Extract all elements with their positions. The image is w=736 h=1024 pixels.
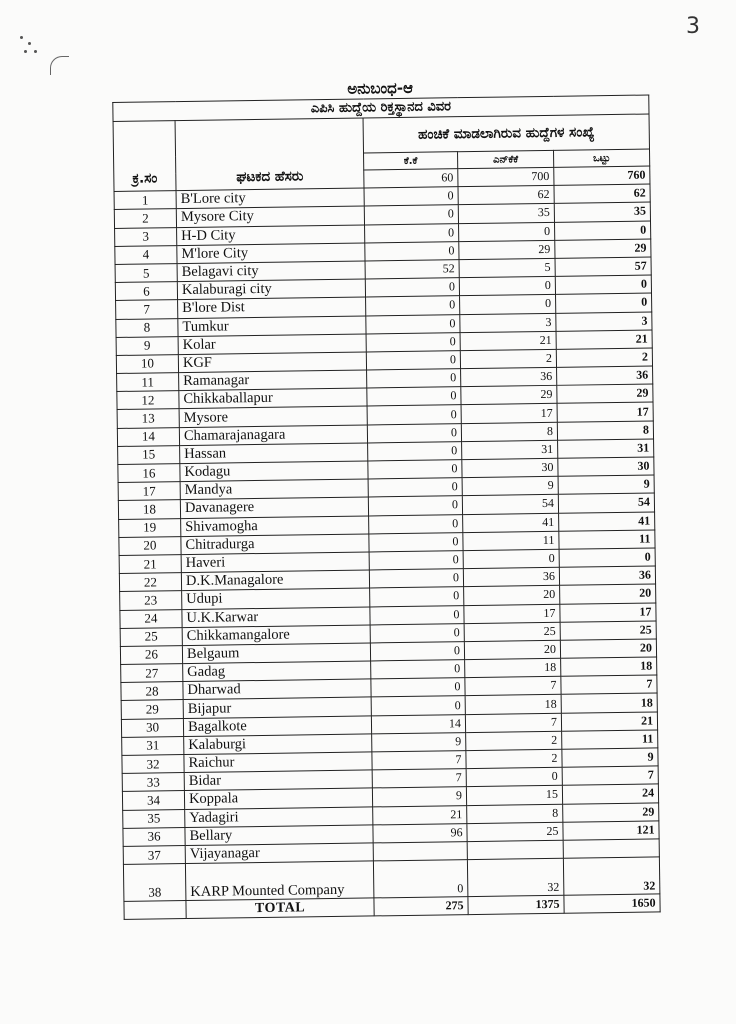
row-nkk	[467, 840, 563, 860]
row-sl-no: 5	[115, 264, 177, 283]
row-total: 30	[558, 457, 654, 477]
row-total: 32	[563, 857, 660, 895]
row-sl-no: 12	[117, 391, 179, 410]
row-nkk: 15	[466, 786, 562, 806]
row-unit-name: Kolar	[178, 334, 366, 355]
row-unit-name: Kodagu	[180, 461, 368, 482]
row-sl-no: 11	[117, 373, 179, 392]
row-nkk: 18	[465, 658, 561, 678]
row-kk: 0	[367, 387, 461, 406]
table-body	[114, 184, 660, 901]
row-unit-name: U.K.Karwar	[182, 606, 370, 627]
row-kk: 0	[371, 696, 465, 715]
row-nkk: 0	[459, 222, 555, 242]
row-kk: 0	[364, 205, 458, 224]
row-unit-name: Davanagere	[180, 497, 368, 518]
row-kk: 0	[368, 496, 462, 515]
row-unit-name: B'Lore city	[176, 188, 364, 209]
row-sl-no: 8	[116, 318, 178, 337]
row-total: 17	[557, 402, 653, 422]
row-kk: 0	[365, 223, 459, 242]
row-sl-no: 26	[120, 645, 182, 664]
row-nkk: 5	[459, 258, 555, 278]
row-sl-no: 24	[120, 609, 182, 628]
table-subtitle: ಎಪಿಸಿ ಹುದ್ದೆಯ ರಿಕ್ತಸ್ಥಾನದ ವಿವರ	[113, 95, 649, 121]
row-nkk: 36	[461, 367, 557, 387]
row-nkk: 2	[466, 731, 562, 751]
row-kk: 0	[370, 623, 464, 642]
row-total: 0	[556, 293, 652, 313]
row-kk: 0	[367, 369, 461, 388]
row-unit-name: Mysore	[179, 406, 367, 427]
row-unit-name: Tumkur	[178, 315, 366, 336]
row-sl-no: 13	[117, 409, 179, 428]
row-nkk: 21	[460, 331, 556, 351]
row-total: 29	[563, 803, 659, 823]
row-unit-name: Bidar	[184, 770, 372, 791]
row-total: 9	[562, 748, 658, 768]
row-total: 21	[561, 712, 657, 732]
row-unit-name: Yadagiri	[185, 806, 373, 827]
row-sl-no: 4	[115, 245, 177, 264]
row-sl-no: 33	[122, 773, 184, 792]
row-kk: 0	[367, 423, 461, 442]
row-nkk: 0	[460, 295, 556, 315]
row-kk: 0	[366, 351, 460, 370]
annexure-heading: ಅನುಬಂಧ-ಆ	[347, 78, 414, 98]
row-unit-name: Udupi	[182, 588, 370, 609]
row-kk: 0	[373, 860, 468, 898]
row-kk: 7	[372, 751, 466, 770]
row-kk: 21	[373, 805, 467, 824]
row-nkk: 7	[465, 713, 561, 733]
row-total: 36	[557, 366, 653, 386]
row-sl-no: 1	[114, 191, 176, 210]
row-unit-name: Chamarajanagara	[179, 425, 367, 446]
row-total: 7	[561, 675, 657, 695]
header-sl-no: ಕ್ರ.ಸಂ	[113, 121, 176, 192]
row-kk: 0	[367, 405, 461, 424]
row-sl-no: 28	[121, 682, 183, 701]
row-kk: 0	[365, 278, 459, 297]
row-sl-no: 37	[123, 845, 185, 864]
row-total: 17	[560, 602, 656, 622]
row-kk: 0	[370, 587, 464, 606]
row-sl-no: 2	[114, 209, 176, 228]
row-unit-name: Mandya	[180, 479, 368, 500]
row-unit-name: Raichur	[184, 752, 372, 773]
row-sl-no: 31	[122, 736, 184, 755]
row-nkk: 0	[466, 767, 562, 787]
row-sl-no: 6	[115, 282, 177, 301]
row-kk: 52	[365, 260, 459, 279]
vacancy-table	[112, 94, 660, 920]
row-sl-no: 32	[122, 755, 184, 774]
row-kk: 0	[370, 642, 464, 661]
row-total: 0	[554, 221, 650, 241]
row-unit-name: Mysore City	[176, 206, 364, 227]
header-kk: ಕೆ.ಕೆ	[364, 152, 458, 170]
row-unit-name: Ramanagar	[179, 370, 367, 391]
row-sl-no: 35	[123, 809, 185, 828]
row-nkk: 35	[458, 204, 554, 224]
grand-total-nkk: 1375	[468, 895, 564, 914]
grand-total-label: TOTAL	[186, 898, 374, 919]
row-unit-name: B'lore Dist	[178, 297, 366, 318]
row-nkk: 29	[459, 240, 555, 260]
row-kk: 0	[371, 678, 465, 697]
row-sl-no: 19	[119, 518, 181, 537]
row-unit-name: D.K.Managalore	[181, 570, 369, 591]
row-nkk: 41	[463, 513, 559, 533]
row-nkk: 0	[463, 549, 559, 569]
row-total: 9	[558, 475, 654, 495]
row-nkk: 3	[460, 313, 556, 333]
row-total: 24	[562, 784, 658, 804]
row-nkk: 17	[461, 404, 557, 424]
row-kk: 0	[364, 187, 458, 206]
row-nkk: 30	[462, 458, 558, 478]
row-nkk: 31	[462, 440, 558, 460]
row-total: 41	[559, 512, 655, 532]
row-nkk: 7	[465, 677, 561, 697]
row-kk: 9	[372, 787, 466, 806]
row-sl-no: 27	[121, 664, 183, 683]
row-unit-name: Shivamogha	[181, 516, 369, 537]
summary-total: 760	[554, 166, 650, 186]
row-kk: 9	[372, 732, 466, 751]
row-kk: 0	[368, 460, 462, 479]
row-kk: 0	[368, 478, 462, 497]
row-sl-no: 30	[121, 718, 183, 737]
row-total: 20	[560, 584, 656, 604]
row-kk: 14	[371, 714, 465, 733]
row-unit-name: H-D City	[177, 225, 365, 246]
row-total: 0	[555, 275, 651, 295]
row-unit-name: Gadag	[183, 661, 371, 682]
row-unit-name: Hassan	[180, 443, 368, 464]
header-allotted-posts: ಹಂಚಿಕೆ ಮಾಡಲಾಗಿರುವ ಹುದ್ದೆಗಳ ಸಂಖ್ಯೆ	[363, 114, 650, 153]
row-total: 62	[554, 184, 650, 204]
row-kk: 0	[366, 314, 460, 333]
row-unit-name: Bijapur	[183, 697, 371, 718]
row-total: 54	[558, 493, 654, 513]
row-nkk: 54	[462, 495, 558, 515]
row-kk: 0	[366, 332, 460, 351]
summary-kk: 60	[364, 169, 458, 188]
row-sl-no: 29	[121, 700, 183, 719]
row-unit-name: Vijayanagar	[185, 843, 373, 864]
row-nkk: 32	[467, 858, 564, 896]
row-sl-no: 14	[117, 427, 179, 446]
row-nkk: 8	[467, 804, 563, 824]
row-nkk: 29	[461, 386, 557, 406]
row-unit-name: M'lore City	[177, 243, 365, 264]
header-unit-name: ಘಟಕದ ಹೆಸರು	[175, 118, 364, 191]
row-total: 20	[560, 639, 656, 659]
row-sl-no: 18	[118, 500, 180, 519]
row-sl-no: 34	[122, 791, 184, 810]
header-nkk: ಎನ್‌ಕೆಕೆ	[458, 150, 554, 168]
row-total: 57	[555, 257, 651, 277]
row-kk: 0	[371, 660, 465, 679]
row-total: 121	[563, 821, 659, 841]
row-sl-no: 25	[120, 627, 182, 646]
row-sl-no: 10	[116, 354, 178, 373]
row-nkk: 11	[463, 531, 559, 551]
row-unit-name: Bagalkote	[183, 716, 371, 737]
row-nkk: 25	[467, 822, 563, 842]
row-unit-name: KARP Mounted Company	[185, 861, 373, 901]
row-sl-no: 36	[123, 827, 185, 846]
row-kk: 0	[365, 241, 459, 260]
row-nkk: 17	[464, 604, 560, 624]
row-nkk: 18	[465, 695, 561, 715]
row-sl-no: 7	[116, 300, 178, 319]
row-nkk: 2	[466, 749, 562, 769]
row-sl-no: 17	[118, 482, 180, 501]
row-kk: 0	[369, 569, 463, 588]
row-total: 11	[562, 730, 658, 750]
row-total: 35	[554, 202, 650, 222]
row-sl-no: 21	[119, 555, 181, 574]
row-kk: 96	[373, 823, 467, 842]
row-kk: 7	[372, 769, 466, 788]
row-total: 29	[557, 384, 653, 404]
row-unit-name: Koppala	[184, 788, 372, 809]
row-unit-name: Kalaburgi	[184, 734, 372, 755]
row-nkk: 62	[458, 186, 554, 206]
row-nkk: 9	[462, 476, 558, 496]
row-total: 3	[556, 311, 652, 331]
header-total: ಒಟ್ಟು	[553, 149, 649, 167]
row-unit-name: Chikkaballapur	[179, 388, 367, 409]
row-total: 7	[562, 766, 658, 786]
row-nkk: 20	[464, 640, 560, 660]
row-kk: 0	[369, 551, 463, 570]
row-unit-name: Haveri	[181, 552, 369, 573]
row-sl-no: 23	[120, 591, 182, 610]
row-total: 21	[556, 330, 652, 350]
row-sl-no: 16	[118, 464, 180, 483]
row-unit-name: Chikkamangalore	[182, 625, 370, 646]
grand-total-blank	[124, 901, 186, 920]
row-kk: 0	[370, 605, 464, 624]
row-total: 8	[557, 421, 653, 441]
row-unit-name: Dharwad	[183, 679, 371, 700]
row-nkk: 25	[464, 622, 560, 642]
row-kk: 0	[369, 532, 463, 551]
row-total: 0	[559, 548, 655, 568]
row-unit-name: Belagavi city	[177, 261, 365, 282]
row-sl-no: 38	[123, 864, 186, 902]
row-sl-no: 3	[115, 227, 177, 246]
row-total: 25	[560, 621, 656, 641]
grand-total-total: 1650	[564, 894, 660, 913]
row-kk: 0	[369, 514, 463, 533]
row-nkk: 36	[463, 567, 559, 587]
row-unit-name: Belgaum	[182, 643, 370, 664]
grand-total-kk: 275	[374, 897, 468, 916]
row-sl-no: 15	[118, 445, 180, 464]
row-sl-no: 9	[116, 336, 178, 355]
row-nkk: 0	[459, 276, 555, 296]
summary-nkk: 700	[458, 167, 554, 187]
row-unit-name: Chitradurga	[181, 534, 369, 555]
row-kk: 0	[366, 296, 460, 315]
row-total: 18	[561, 693, 657, 713]
row-kk: 0	[368, 441, 462, 460]
row-total: 2	[556, 348, 652, 368]
row-total	[563, 839, 659, 859]
row-sl-no: 20	[119, 536, 181, 555]
row-nkk: 20	[464, 586, 560, 606]
row-unit-name: Kalaburagi city	[177, 279, 365, 300]
row-unit-name: Bellary	[185, 825, 373, 846]
row-total: 36	[559, 566, 655, 586]
row-total: 11	[559, 530, 655, 550]
row-total: 18	[561, 657, 657, 677]
row-unit-name: KGF	[178, 352, 366, 373]
row-nkk: 2	[460, 349, 556, 369]
row-total: 29	[555, 239, 651, 259]
row-kk	[373, 842, 467, 861]
row-nkk: 8	[461, 422, 557, 442]
page-number: 3	[686, 14, 700, 39]
row-sl-no: 22	[119, 573, 181, 592]
row-total: 31	[558, 439, 654, 459]
annexure-sheet	[112, 75, 660, 921]
